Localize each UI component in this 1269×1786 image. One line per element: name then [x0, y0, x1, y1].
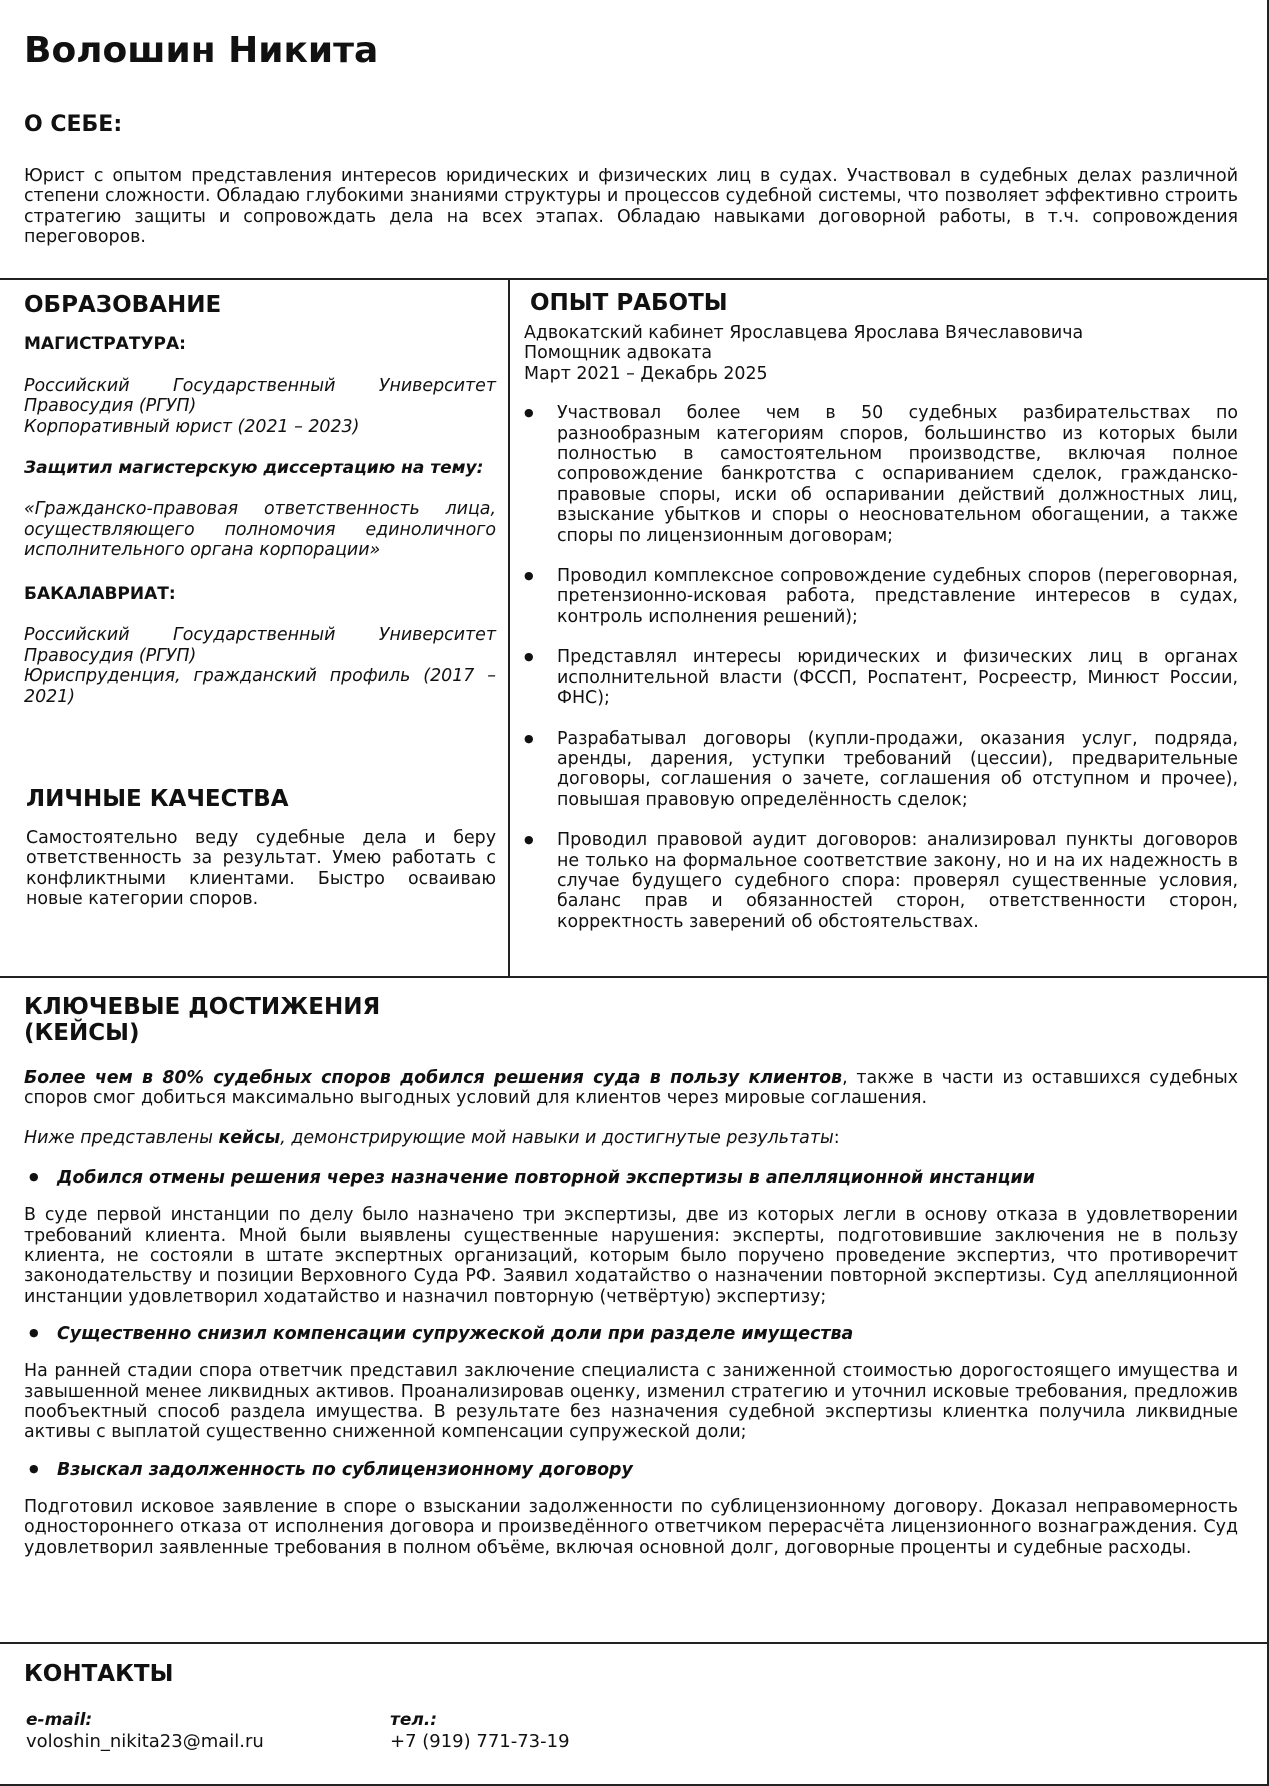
experience-item: ● Представлял интересы юридических и физических лиц в органах исполнительной власти (ФССП, Роспатент, Росреестр, Минюст России, ФНС); [524, 647, 1238, 708]
qualities-heading: ЛИЧНЫЕ КАЧЕСТВА [26, 786, 289, 812]
education-section [24, 292, 496, 707]
bachelor-university: Российский Государственный Университет Правосудия (РГУП) [24, 625, 496, 666]
email-block [26, 1710, 264, 1752]
column-divider [508, 279, 510, 978]
bachelor-label: БАКАЛАВРИАТ: [24, 584, 176, 605]
cases-intro-bold: кейсы [218, 1127, 281, 1148]
about-text: Юрист с опытом представления интересов юридических и физических лиц в судах. Участвовал в судебных делах различной степени сложности. Обладаю глубокими знаниями структуры и процессов судебной системы, что позволяет эффективно строить стратегию защиты и сопровождать дела на всех этапах. Обладаю навыками договорной работы, в т.ч. сопровождения переговоров. [24, 166, 1238, 248]
experience-position: Помощник адвоката [524, 343, 713, 364]
case-text: Подготовил исковое заявление в споре о взыскании задолженности по сублицензионному договору. Доказал неправомерность одностороннего отказа от исполнения договора и произведённого ответчиком перерасчёта лицензионного вознаграждения. Суд удовлетворил заявленные требования в полном объёме, включая основной долг, договорные проценты и судебные расходы. [24, 1496, 1238, 1558]
experience-item: ● Участвовал более чем в 50 судебных разбирательствах по разнообразным категориям споров, большинство из которых были полностью в самостоятельном производстве, включая полное сопровождение банкротства с оспариванием сделок, гражданско-правовые споры, иски об оспаривании действий должностных лиц, взыскание убытков и споры о неосновательном обогащении, а также споры по лицензионным договорам; [524, 403, 1238, 546]
cases-intro-start: Ниже представлены [24, 1127, 219, 1148]
cases-intro-colon: : [833, 1127, 840, 1148]
thesis-title: «Гражданско-правовая ответственность лица, осуществляющего полномочия единоличного исполнительного органа корпорации» [24, 499, 496, 561]
education-heading: ОБРАЗОВАНИЕ [24, 292, 222, 318]
qualities-section [26, 786, 496, 910]
experience-period: Март 2021 – Декабрь 2025 [524, 363, 768, 384]
phone-link[interactable]: +7 (919) 771-73-19 [390, 1731, 570, 1752]
email-link[interactable]: voloshin_nikita23@mail.ru [26, 1731, 264, 1752]
achievements-section [24, 994, 1238, 1558]
divider [0, 1642, 1269, 1644]
achievements-intro-rest: , также в части из оставшихся судебных споров смог добиться максимально выгодных условий для клиентов через мировые соглашения. [24, 1068, 1238, 1109]
achievements-heading-line2: (КЕЙСЫ) [24, 1020, 140, 1046]
achievements-heading-line1: КЛЮЧЕВЫЕ ДОСТИЖЕНИЯ [24, 994, 381, 1020]
case-title: ● Взыскал задолженность по сублицензионному договору [24, 1460, 1238, 1480]
experience-item: ● Проводил комплексное сопровождение судебных споров (переговорная, претензионно-исковая работа, представление интересов в судах, контроль исполнения решений); [524, 566, 1238, 627]
masters-label: МАГИСТРАТУРА: [24, 334, 186, 354]
cases-intro [24, 1128, 1238, 1148]
contacts-heading: КОНТАКТЫ [24, 1661, 174, 1687]
bachelor-program: Юриспруденция, гражданский профиль (2017 – 2021) [24, 666, 496, 707]
experience-list [524, 403, 1238, 932]
about-heading: О СЕБЕ: [24, 112, 123, 137]
cases-intro-end: , демонстрирующие мой навыки и достигнутые результаты [280, 1127, 834, 1148]
email-label: e-mail: [26, 1710, 93, 1730]
qualities-text: Самостоятельно веду судебные дела и беру ответственность за результат. Умею работать с конфликтными клиентами. Быстро осваиваю новые категории споров. [26, 828, 496, 910]
phone-label: тел.: [390, 1710, 438, 1730]
divider [0, 278, 1269, 280]
case-title: ● Добился отмены решения через назначение повторной экспертизы в апелляционной инстанции [24, 1168, 1238, 1188]
case-text: В суде первой инстанции по делу было назначено три экспертизы, две из которых легли в основу отказа в удовлетворении требований клиента. Мной были выявлены существенные нарушения: эксперты, подготовившие заключения не в пользу клиента, не состояли в штате экспертных организаций, которым было поручено проведение экспертиз, что противоречит законодательству и позиции Верховного Суда РФ. Заявил ходатайство о назначении повторной экспертизы. Суд апелляционной инстанции удовлетворил ходатайство и назначил повторную (четвёртую) экспертизу; [24, 1205, 1238, 1307]
divider [0, 976, 1269, 978]
experience-section [524, 290, 1238, 952]
experience-item: ● Разрабатывал договоры (купли-продажи, оказания услуг, подряда, аренды, дарения, уступки требований (цессии), предварительные договоры, соглашения о зачете, соглашения об отступном и прочее), повышая правовую определённость сделок; [524, 729, 1238, 811]
thesis-label: Защитил магистерскую диссертацию на тему: [24, 458, 484, 479]
experience-heading: ОПЫТ РАБОТЫ [530, 290, 728, 316]
experience-company: Адвокатский кабинет Ярославцева Ярослава Вячеславовича [524, 323, 1084, 343]
achievements-intro [24, 1068, 1238, 1109]
phone-block [390, 1710, 570, 1752]
person-name: Волошин Никита [24, 30, 379, 71]
case-text: На ранней стадии спора ответчик представил заключение специалиста с заниженной стоимостью дорогостоящего имущества и завышенной менее ликвидных активов. Проанализировав оценку, изменил стратегию и уточнил исковые требования, предложив пообъектный способ раздела имущества. В результате без назначения судебной экспертизы клиентка получила ликвидные активы с выплатой существенно сниженной компенсации супружеской доли; [24, 1361, 1238, 1443]
experience-item: ● Проводил правовой аудит договоров: анализировал пункты договоров не только на формальное соответствие закону, но и на их надежность в случае будущего судебного спора: проверял существенные условия, баланс прав и обязанностей сторон, ответственности сторон, корректность заверений об обстоятельствах. [524, 830, 1238, 932]
masters-university: Российский Государственный Университет Правосудия (РГУП) [24, 376, 496, 417]
masters-program: Корпоративный юрист (2021 – 2023) [24, 416, 360, 437]
achievements-intro-bold: Более чем в 80% судебных споров добился решения суда в пользу клиентов [24, 1068, 843, 1088]
case-title: ● Существенно снизил компенсации супружеской доли при разделе имущества [24, 1324, 1238, 1344]
achievements-heading [24, 994, 1238, 1046]
